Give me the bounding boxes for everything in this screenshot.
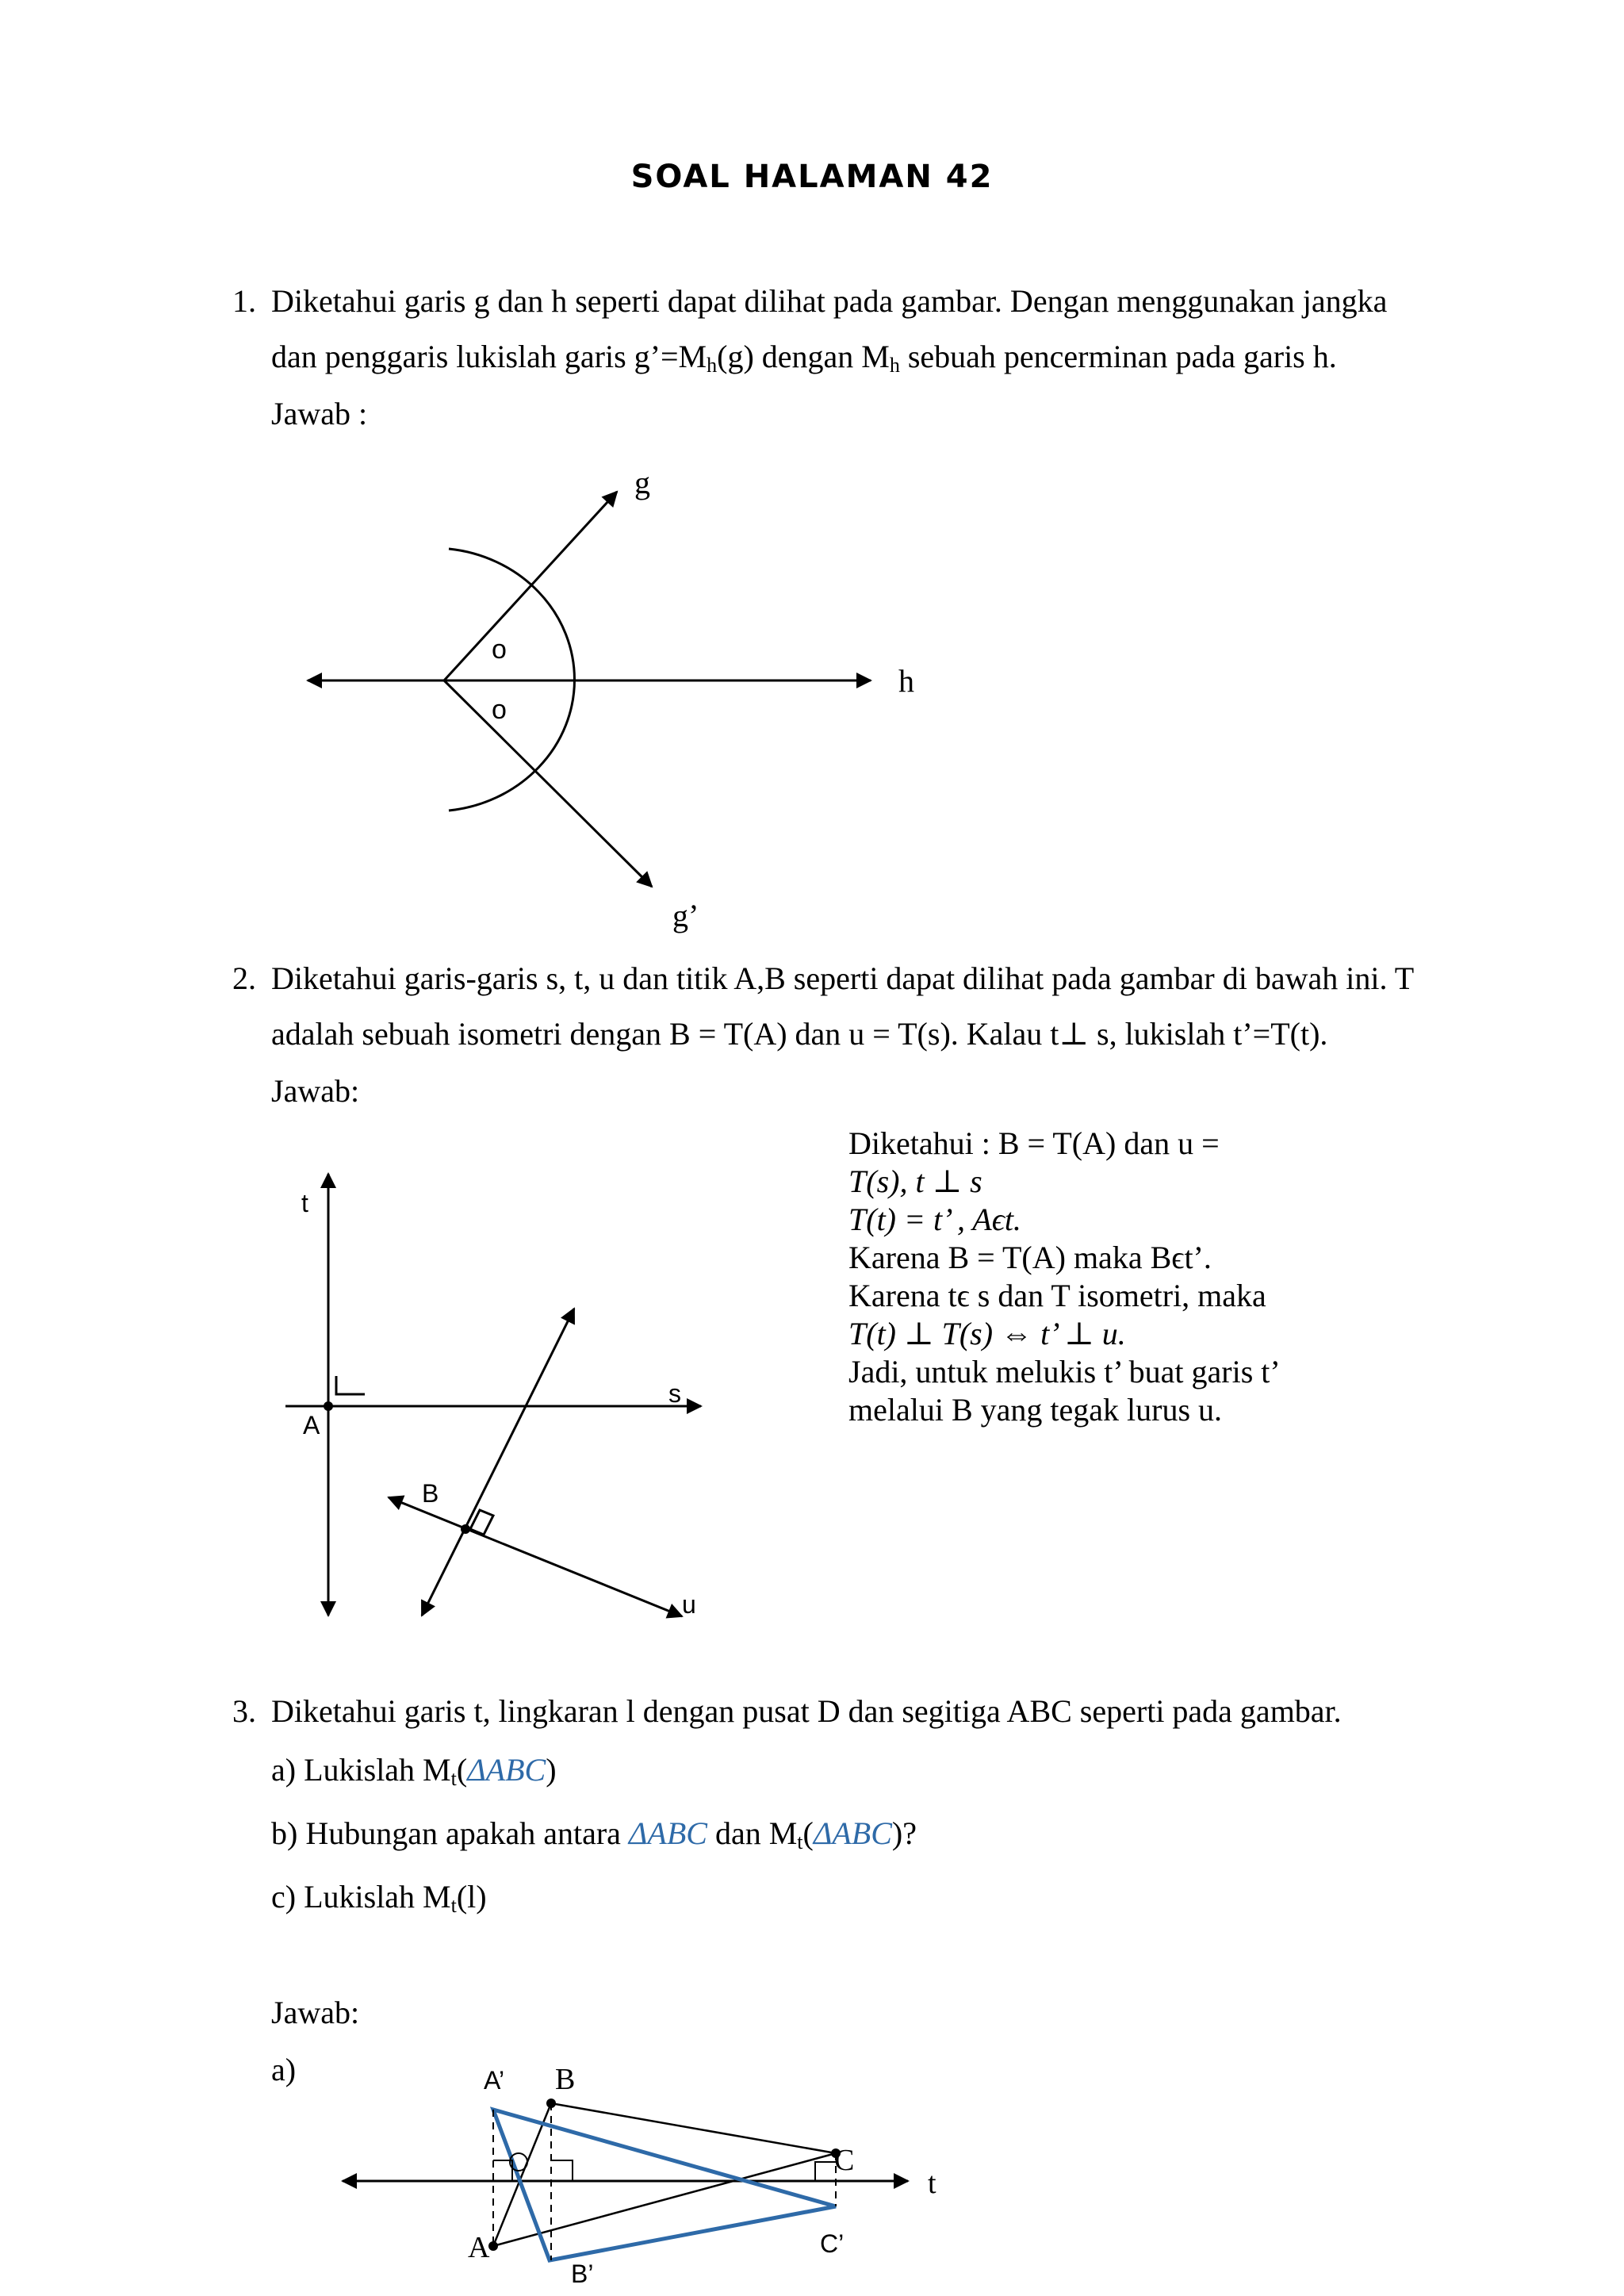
triangle-reflected <box>493 2110 836 2260</box>
q1-line2-part-c: sebuah pencerminan pada garis h. <box>899 339 1337 374</box>
q3-c-sub: t <box>450 1894 457 1917</box>
point-A <box>324 1401 333 1411</box>
label-u: u <box>682 1590 696 1619</box>
given-line-5: Karena tϵ s dan T isometri, maka <box>848 1278 1266 1313</box>
right-angle-mark-a <box>336 1376 365 1394</box>
label-B-prime: B’ <box>571 2260 594 2288</box>
label-A: A <box>303 1411 320 1439</box>
given-line-2: T(s), t ⊥ s <box>848 1163 982 1199</box>
given-line-7: Jadi, untuk melukis t’ buat garis t’ <box>848 1354 1281 1389</box>
q3-b-paren-open: ( <box>802 1815 814 1851</box>
q1-subscript-h2: h <box>889 354 900 377</box>
q3-part-a <box>271 1754 557 1789</box>
angle-mark-bottom: o <box>492 695 507 725</box>
label-s: s <box>668 1379 681 1408</box>
q3-a-text: a) Lukislah M <box>271 1752 451 1788</box>
q3-b-triangle: ΔABC <box>628 1815 707 1851</box>
q3-part-c <box>271 1881 487 1916</box>
line-t-prime <box>422 1309 574 1616</box>
point-B <box>461 1524 470 1534</box>
label-B3: B <box>555 2063 576 2096</box>
label-h: h <box>898 663 914 699</box>
q3-b-sub: t <box>797 1830 803 1853</box>
q1-answer-label: Jawab : <box>271 396 368 431</box>
q3-line1: Diketahui garis t, lingkaran l dengan pusat D dan segitiga ABC seperti pada gambar. <box>271 1693 1342 1729</box>
q3-a-paren-close: ) <box>546 1752 557 1788</box>
q2-line1: Diketahui garis-garis s, t, u dan titik A,B seperti dapat dilihat pada gambar di bawah ini. T <box>271 960 1415 996</box>
q3-figure <box>343 2063 936 2288</box>
label-g-prime: g’ <box>672 898 699 933</box>
q3-c-text: c) Lukislah M <box>271 1879 451 1915</box>
q1-line2-part-b: (g) dengan M <box>717 339 890 374</box>
q1-number: 1. <box>232 283 256 319</box>
q1-subscript-h1: h <box>707 354 718 377</box>
label-C-prime: C’ <box>820 2229 845 2258</box>
given-line-8: melalui B yang tegak lurus u. <box>848 1392 1223 1428</box>
q3-b-text: b) Hubungan apakah antara <box>271 1815 629 1851</box>
line-g-prime <box>444 680 652 887</box>
q2-line2: adalah sebuah isometri dengan B = T(A) dan u = T(s). Kalau t⊥ s, lukislah t’=T(t). <box>271 1016 1328 1052</box>
line-u <box>389 1497 682 1616</box>
point-A3 <box>488 2241 498 2251</box>
label-g: g <box>634 465 650 500</box>
q3-a-paren-open: ( <box>456 1752 468 1788</box>
q2-number: 2. <box>232 960 256 996</box>
q1-line2-part-a: dan penggaris lukislah garis g’=M <box>271 339 707 374</box>
point-B3 <box>546 2099 556 2108</box>
q1-line1: Diketahui garis g dan h seperti dapat dilihat pada gambar. Dengan menggunakan jangka <box>271 283 1388 319</box>
q3-part-a-label: a) <box>271 2052 297 2087</box>
given-line-6: T(t) ⊥ T(s) ⇔ t’ ⊥ u. <box>848 1316 1126 1351</box>
label-A-prime: A’ <box>484 2066 505 2095</box>
label-t: t <box>301 1189 308 1217</box>
given-line-3: T(t) = t’ , Aϵt. <box>848 1202 1021 1237</box>
right-angle-B <box>551 2160 573 2181</box>
given-line-4: Karena B = T(A) maka Bϵt’. <box>848 1240 1212 1275</box>
right-angle-C <box>815 2162 836 2181</box>
q3-part-b <box>271 1815 917 1853</box>
q3-c-end: (l) <box>456 1879 487 1915</box>
q3-a-sub: t <box>450 1767 457 1790</box>
given-line-1: Diketahui : B = T(A) dan u = <box>848 1125 1220 1161</box>
label-t3: t <box>928 2167 936 2200</box>
q3-number: 3. <box>232 1693 256 1729</box>
angle-mark-top: o <box>492 634 507 665</box>
label-A3: A <box>468 2231 490 2264</box>
q2-figure <box>285 1174 701 1619</box>
label-C3: C <box>834 2144 855 2177</box>
line-g <box>444 492 617 680</box>
page-title: SOAL HALAMAN 42 <box>630 159 994 195</box>
q2-given-block <box>848 1125 1281 1429</box>
q3-b-end: )? <box>891 1815 917 1851</box>
q2-answer-label: Jawab: <box>271 1073 360 1109</box>
q3-answer-label: Jawab: <box>271 1995 360 2030</box>
label-B: B <box>422 1479 439 1508</box>
q3-b-triangle2: ΔABC <box>813 1815 892 1851</box>
q3-a-triangle: ΔABC <box>467 1752 546 1788</box>
q3-b-mid: dan M <box>707 1815 798 1851</box>
q1-figure <box>308 465 914 933</box>
